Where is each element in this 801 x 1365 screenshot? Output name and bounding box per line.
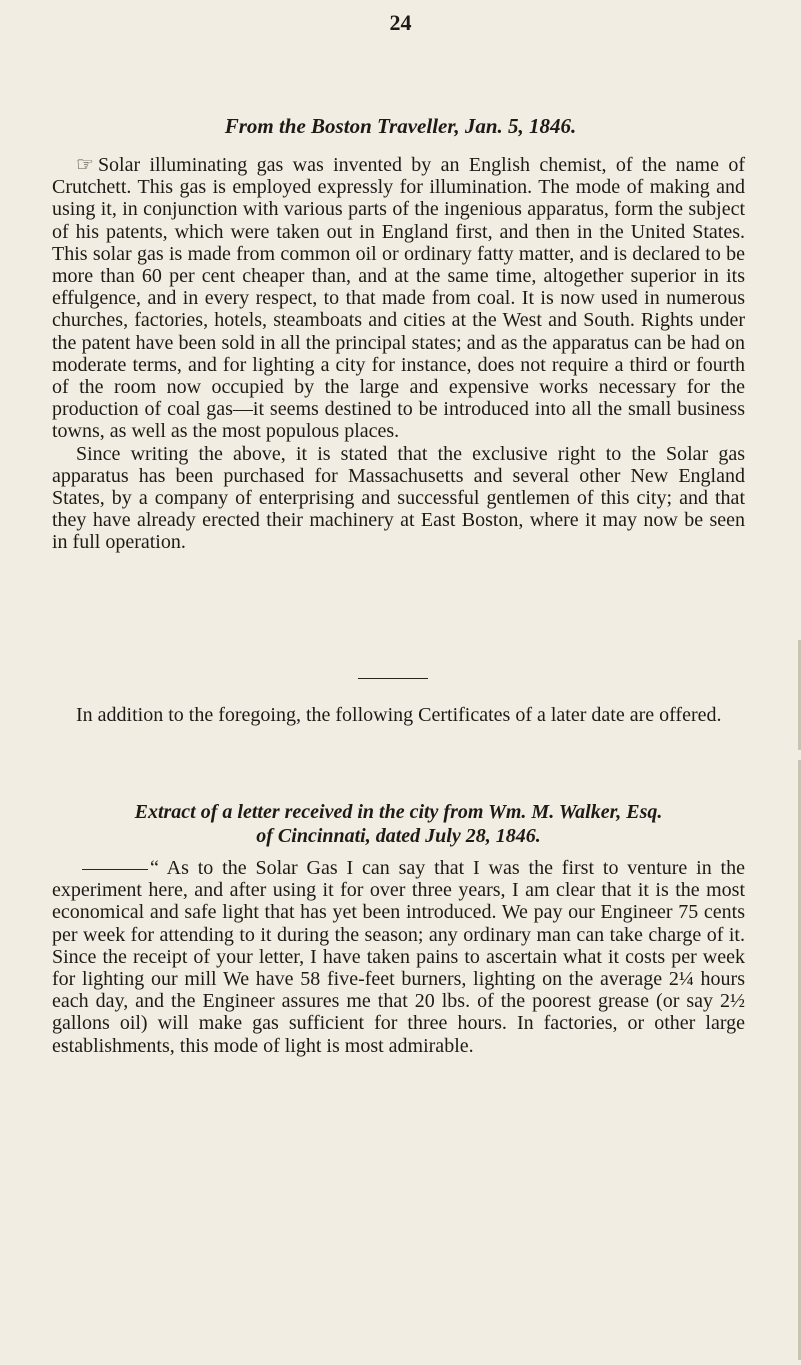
article-body	[52, 154, 745, 554]
letter-body	[52, 857, 745, 1057]
page-number: 24	[389, 10, 412, 35]
letter-text: “ As to the Solar Gas I can say that I was the first to venture in the experiment here, and after using it for over three years, I am clear that it is the most economical and safe light that has yet been introduced. We pay our Engineer 75 cents per week for attending to it during the season; any ordinary man can take charge of it. Since the receipt of your letter, I have taken pains to ascertain what it costs per week for lighting our mill We have 58 five-feet burners, lighting on the average 2¼ hours each day, and the Engineer assures me that 20 lbs. of the poorest grease (or say 2½ gallons oil) will make gas sufficient for three hours. In factories, or other large establishments, this mode of light is most admirable.	[52, 857, 745, 1057]
paragraph-1-text: Solar illuminating gas was invented by an English chemist, of the name of Crutchett. This gas is employed expressly for illumination. The mode of making and using it, in conjunction with various parts of the ingenious apparatus, form the subject of his patents, which were taken out in England first, and then in the United States. This solar gas is made from common oil or ordinary fatty matter, and is declared to be more than 60 per cent cheaper than, and at the same time, altogether superior in its effulgence, and in every respect, to that made from coal. It is now used in numerous churches, factories, hotels, steamboats and cities at the West and South. Rights under the patent have been sold in all the principal states; and as the apparatus can be had on moderate terms, and for lighting a city for instance, does not require a third or fourth of the room now occupied by the large and expensive works necessary for the production of coal gas—it seems destined to be introduced into all the small business towns, as well as the most populous places.	[52, 154, 745, 443]
paragraph-since-writing: Since writing the above, it is stated that the exclusive right to the Solar gas apparatus has been purchased for Massachusetts and several other New England States, by a company of enterprising and successful gentlemen of this city; and that they have already erected their machinery at East Boston, where it may now be seen in full operation.	[52, 442, 745, 554]
extract-title-line-2: of Cincinnati, dated July 28, 1846.	[256, 825, 541, 847]
paragraph-solar-gas	[52, 154, 745, 443]
paragraph-letter	[52, 857, 745, 1057]
pointing-hand-icon: ☞	[76, 154, 94, 176]
extract-title	[52, 800, 745, 848]
section-divider	[358, 678, 428, 679]
opening-dash	[82, 869, 148, 870]
article-heading: From the Boston Traveller, Jan. 5, 1846.	[224, 114, 577, 138]
extract-title-line-1: Extract of a letter received in the city from Wm. M. Walker, Esq.	[134, 801, 663, 823]
paragraph-certificates: In addition to the foregoing, the following Certificates of a later date are offered.	[76, 704, 722, 726]
certificates-intro	[52, 704, 745, 726]
